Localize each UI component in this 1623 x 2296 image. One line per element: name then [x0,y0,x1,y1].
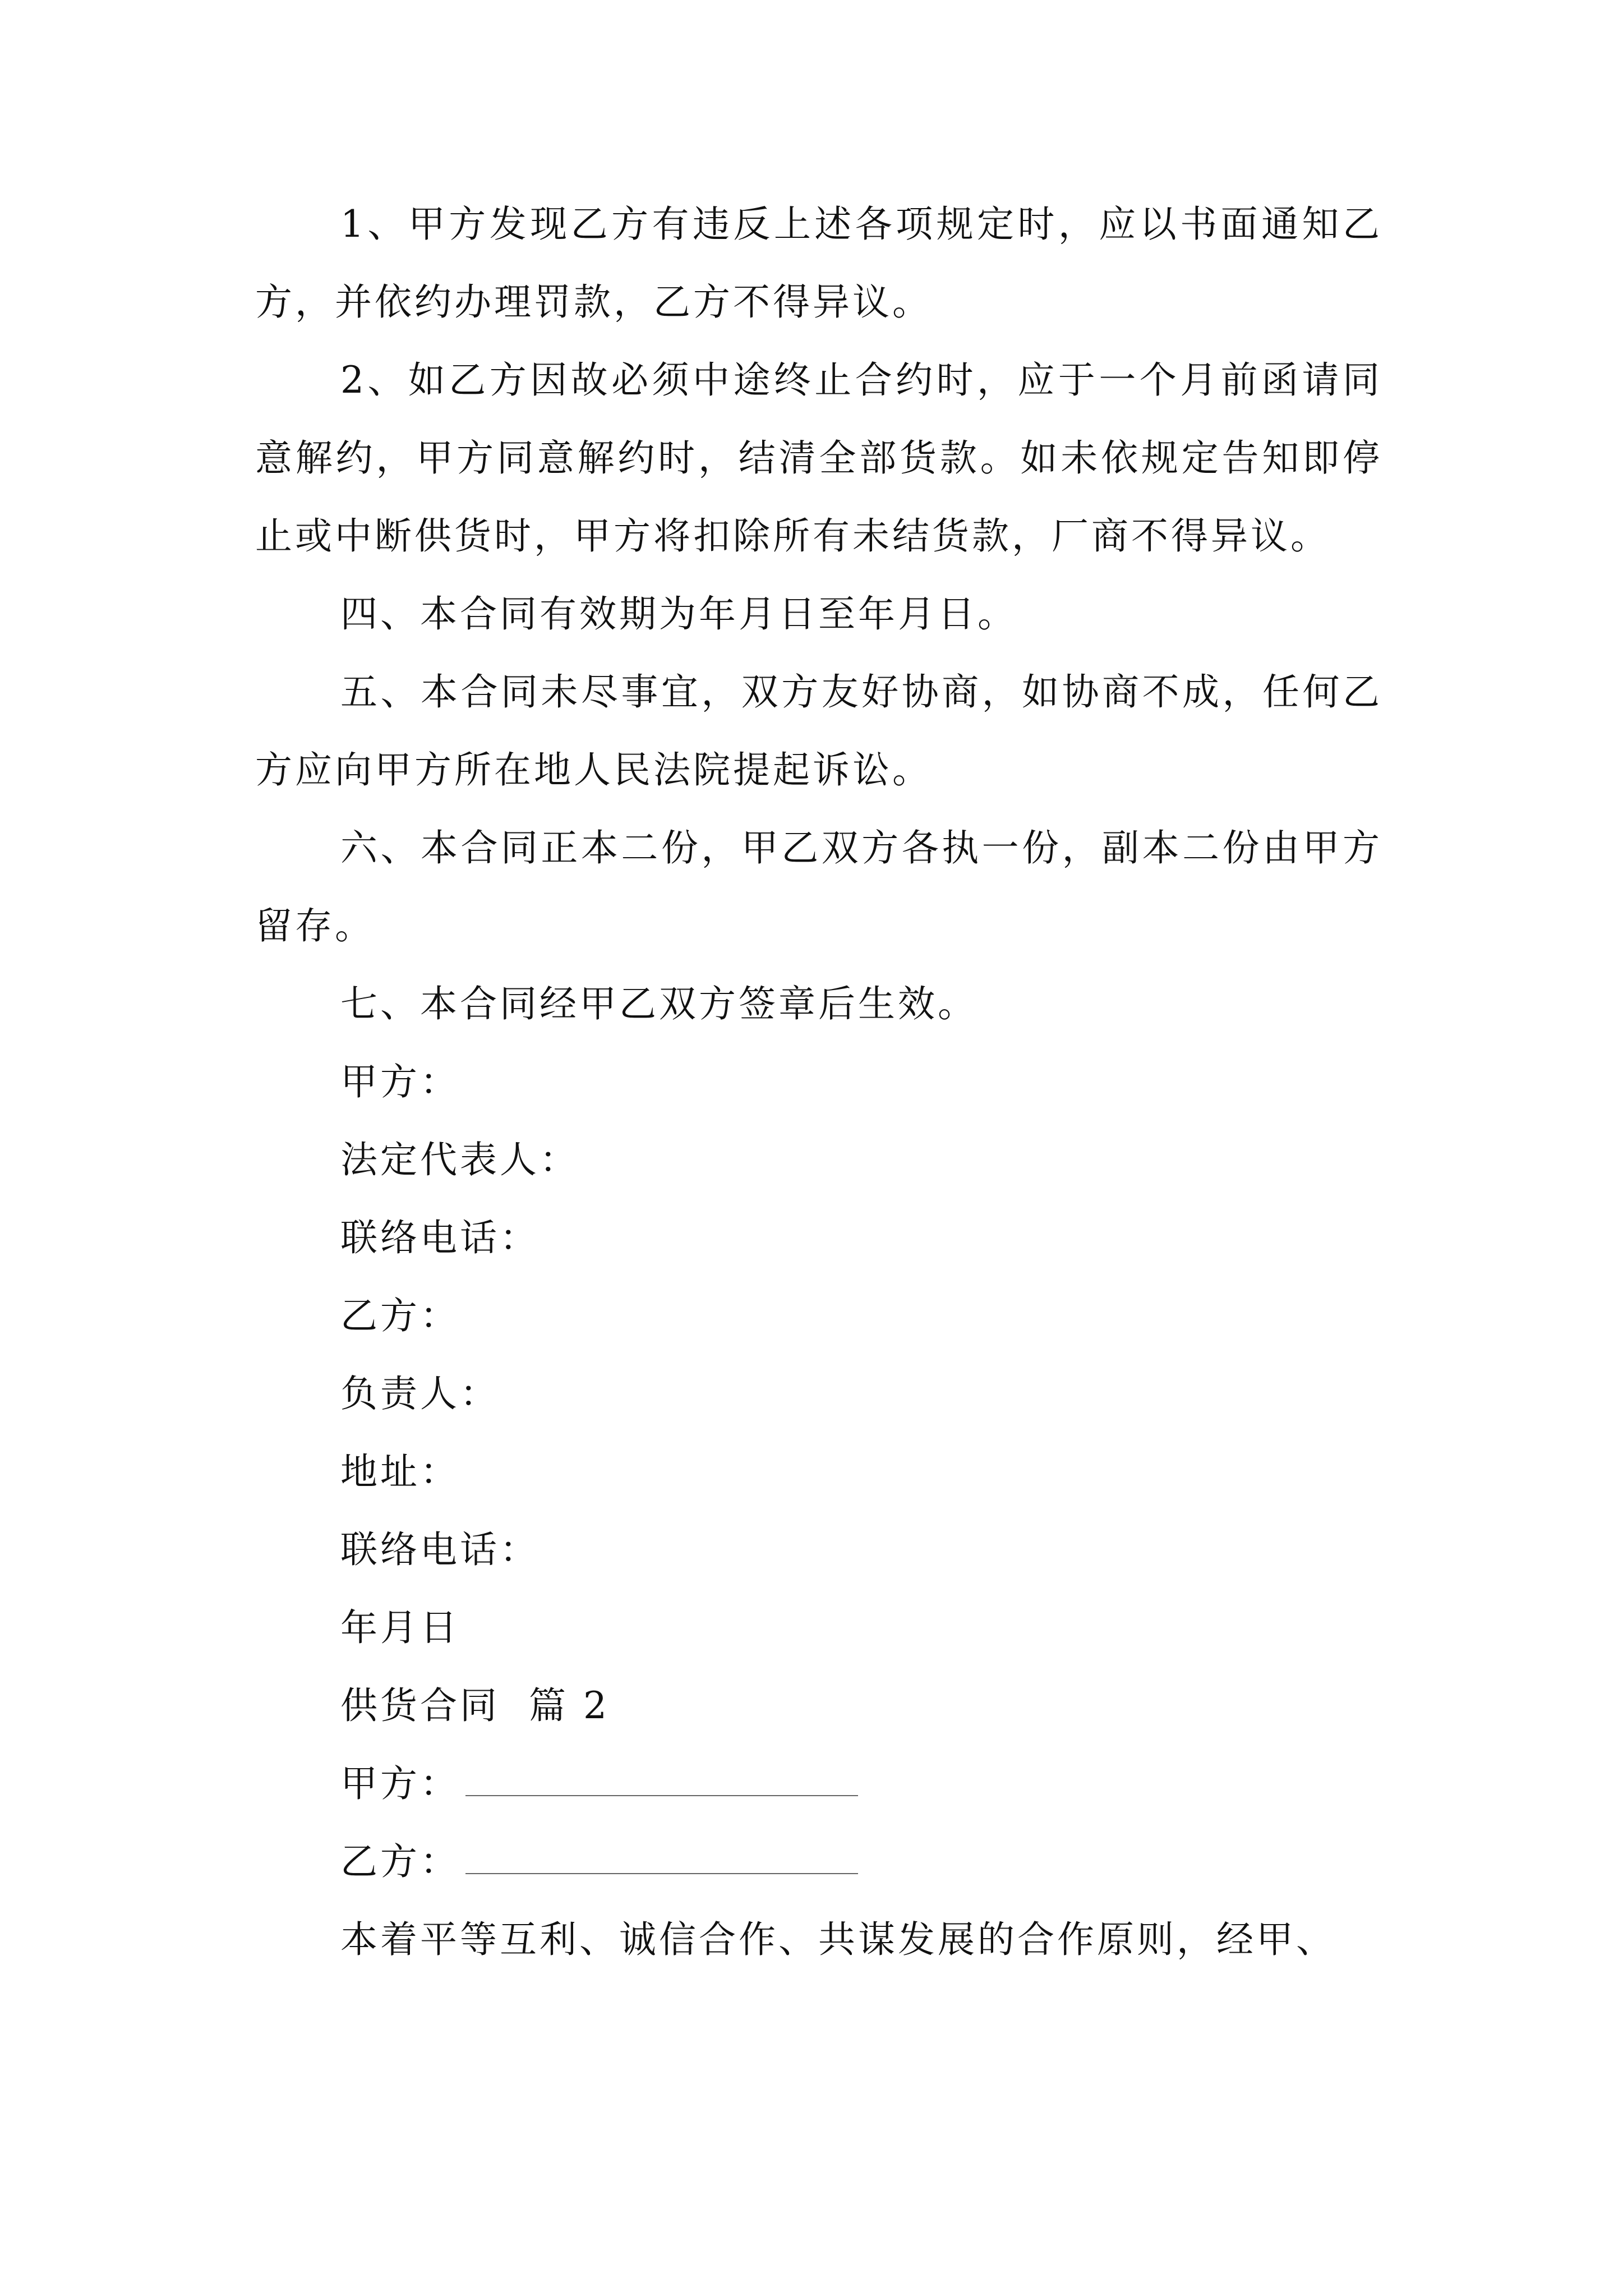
clause-term: 四、本合同有效期为年月日至年月日。 [340,592,1017,636]
clause-effective: 七、本合同经甲乙双方签章后生效。 [340,982,978,1025]
party-b-blank-line [465,1838,858,1874]
contract-2-party-a [255,1745,1382,1823]
clause-dispute: 五、本合同未尽事宜，双方友好协商，如协商不成，任何乙方应向甲方所在地人民法院提起诉讼。 [255,670,1382,792]
date-field: 年月日 [340,1606,460,1649]
party-a-field: 甲方： [340,1060,460,1103]
responsible-field: 负责人： [340,1372,500,1415]
address-field: 地址： [340,1450,460,1493]
clause-1: 1、甲方发现乙方有违反上述各项规定时，应以书面通知乙方，并依约办理罚款，乙方不得异议。 [255,203,1382,324]
contract-2-party-b [255,1823,1382,1901]
party-a-label: 甲方： [340,1762,460,1805]
document-body [255,185,1382,1978]
clause-copies: 六、本合同正本二份，甲乙双方各执一份，副本二份由甲方留存。 [255,826,1382,947]
contract-2-intro: 本着平等互利、诚信合作、共谋发展的合作原则，经甲、 [340,1918,1336,1961]
party-b-field: 乙方： [340,1294,460,1337]
contract-2-title: 供货合同 篇 2 [340,1684,610,1727]
phone-a-field: 联络电话： [340,1216,540,1259]
phone-b-field: 联络电话： [340,1528,540,1571]
legal-rep-field: 法定代表人： [340,1138,579,1181]
party-a-blank-line [465,1760,858,1796]
clause-2: 2、如乙方因故必须中途终止合约时，应于一个月前函请同意解约，甲方同意解约时，结清全部货款。如未依规定告知即停止或中断供货时，甲方将扣除所有未结货款，厂商不得异议。 [255,358,1382,558]
party-b-label: 乙方： [340,1840,460,1883]
